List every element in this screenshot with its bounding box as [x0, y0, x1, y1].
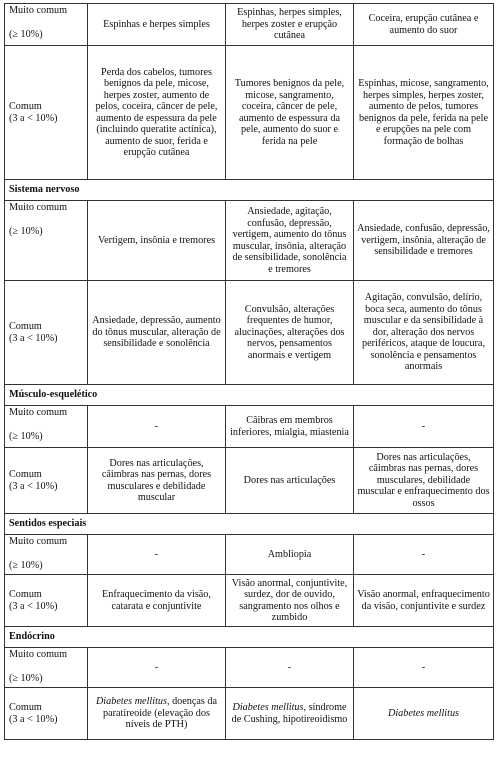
table-cell: -: [226, 648, 354, 688]
table-row: [5, 46, 494, 180]
table-cell: Vertigem, insônia e tremores: [88, 201, 226, 281]
table-row: [5, 4, 494, 46]
frequency-cell: Comum (3 a < 10%): [5, 688, 88, 740]
table-cell: Ansiedade, confusão, depressão, vertigem, insônia, alteração de sensibilidade e tremores: [354, 201, 494, 281]
frequency-cell: Muito comum (≥ 10%): [5, 4, 88, 46]
table-row: [5, 448, 494, 514]
table-row: [5, 535, 494, 575]
table-cell: Visão anormal, conjuntivite, surdez, dor de ouvido, sangramento nos olhos e zumbido: [226, 575, 354, 627]
table-cell: Ambliopia: [226, 535, 354, 575]
table-cell: Espinhas, micose, sangramento, herpes simples, herpes zoster, aumento de pelos, tumores benignos da pele, ferida na pele e erupções na pele com formação de bolhas: [354, 46, 494, 180]
frequency-cell: Comum (3 a < 10%): [5, 448, 88, 514]
table-row: [5, 281, 494, 385]
table-cell: Convulsão, alterações frequentes de humor, alucinações, alterações dos nervos, pensamentos anormais e vertigem: [226, 281, 354, 385]
table-row: [5, 575, 494, 627]
table-row: [5, 406, 494, 448]
table-row: [5, 688, 494, 740]
table-cell: Enfraquecimento da visão, catarata e conjuntivite: [88, 575, 226, 627]
frequency-cell: Comum (3 a < 10%): [5, 281, 88, 385]
table-cell: Agitação, convulsão, delírio, boca seca, aumento do tônus muscular e da sensibilidade à dor, alteração dos nervos periféricos, ataque de loucura, sonolência e pensamentos anormais: [354, 281, 494, 385]
table-cell: Coceira, erupção cutânea e aumento do suor: [354, 4, 494, 46]
frequency-cell: Muito comum (≥ 10%): [5, 406, 88, 448]
frequency-cell: Comum (3 a < 10%): [5, 46, 88, 180]
section-header: [5, 180, 494, 201]
section-header: [5, 627, 494, 648]
section-title: Sistema nervoso: [5, 180, 494, 201]
table-cell: Espinhas, herpes simples, herpes zoster e erupção cutânea: [226, 4, 354, 46]
table-cell: Dores nas articulações, câimbras nas pernas, dores musculares e debilidade muscular: [88, 448, 226, 514]
table-row: [5, 201, 494, 281]
table-cell: Diabetes mellitus, doenças da paratireoide (elevação dos níveis de PTH): [88, 688, 226, 740]
frequency-cell: Muito comum (≥ 10%): [5, 648, 88, 688]
table-cell: Tumores benignos da pele, micose, sangramento, coceira, câncer de pele, aumento de espessura da pele, aumento do suor e ferida na pele: [226, 46, 354, 180]
table-cell: Espinhas e herpes simples: [88, 4, 226, 46]
table-cell: Perda dos cabelos, tumores benignos da pele, micose, herpes zoster, aumento de pelos, coceira, câncer de pele, aumento de espessura da pele (incluindo queratite actínica), aumento de suor, ferida e erupção cutânea: [88, 46, 226, 180]
table-cell: Ansiedade, depressão, aumento do tônus muscular, alteração de sensibilidade e sonolência: [88, 281, 226, 385]
table-cell: -: [88, 648, 226, 688]
table-cell: -: [88, 535, 226, 575]
section-title: Endócrino: [5, 627, 494, 648]
table-cell: Diabetes mellitus: [354, 688, 494, 740]
table-cell: Ansiedade, agitação, confusão, depressão, vertigem, aumento do tônus muscular, insônia, alteração de sensibilidade, sonolência e tremores: [226, 201, 354, 281]
table-cell: Diabetes mellitus, síndrome de Cushing, hipotireoidismo: [226, 688, 354, 740]
frequency-cell: Muito comum (≥ 10%): [5, 201, 88, 281]
adverse-reactions-table: [4, 3, 494, 740]
table-cell: -: [354, 648, 494, 688]
section-header: [5, 514, 494, 535]
table-cell: Dores nas articulações: [226, 448, 354, 514]
section-title: Sentidos especiais: [5, 514, 494, 535]
table-cell: Dores nas articulações, câimbras nas pernas, dores musculares, debilidade muscular e enfraquecimento dos ossos: [354, 448, 494, 514]
table-row: [5, 648, 494, 688]
table-cell: -: [354, 535, 494, 575]
frequency-cell: Muito comum (≥ 10%): [5, 535, 88, 575]
table-cell: Visão anormal, enfraquecimento da visão, conjuntivite e surdez: [354, 575, 494, 627]
table-cell: Câibras em membros inferiores, mialgia, miastenia: [226, 406, 354, 448]
section-header: [5, 385, 494, 406]
frequency-cell: Comum (3 a < 10%): [5, 575, 88, 627]
table-cell: -: [354, 406, 494, 448]
section-title: Músculo-esquelético: [5, 385, 494, 406]
table-cell: -: [88, 406, 226, 448]
